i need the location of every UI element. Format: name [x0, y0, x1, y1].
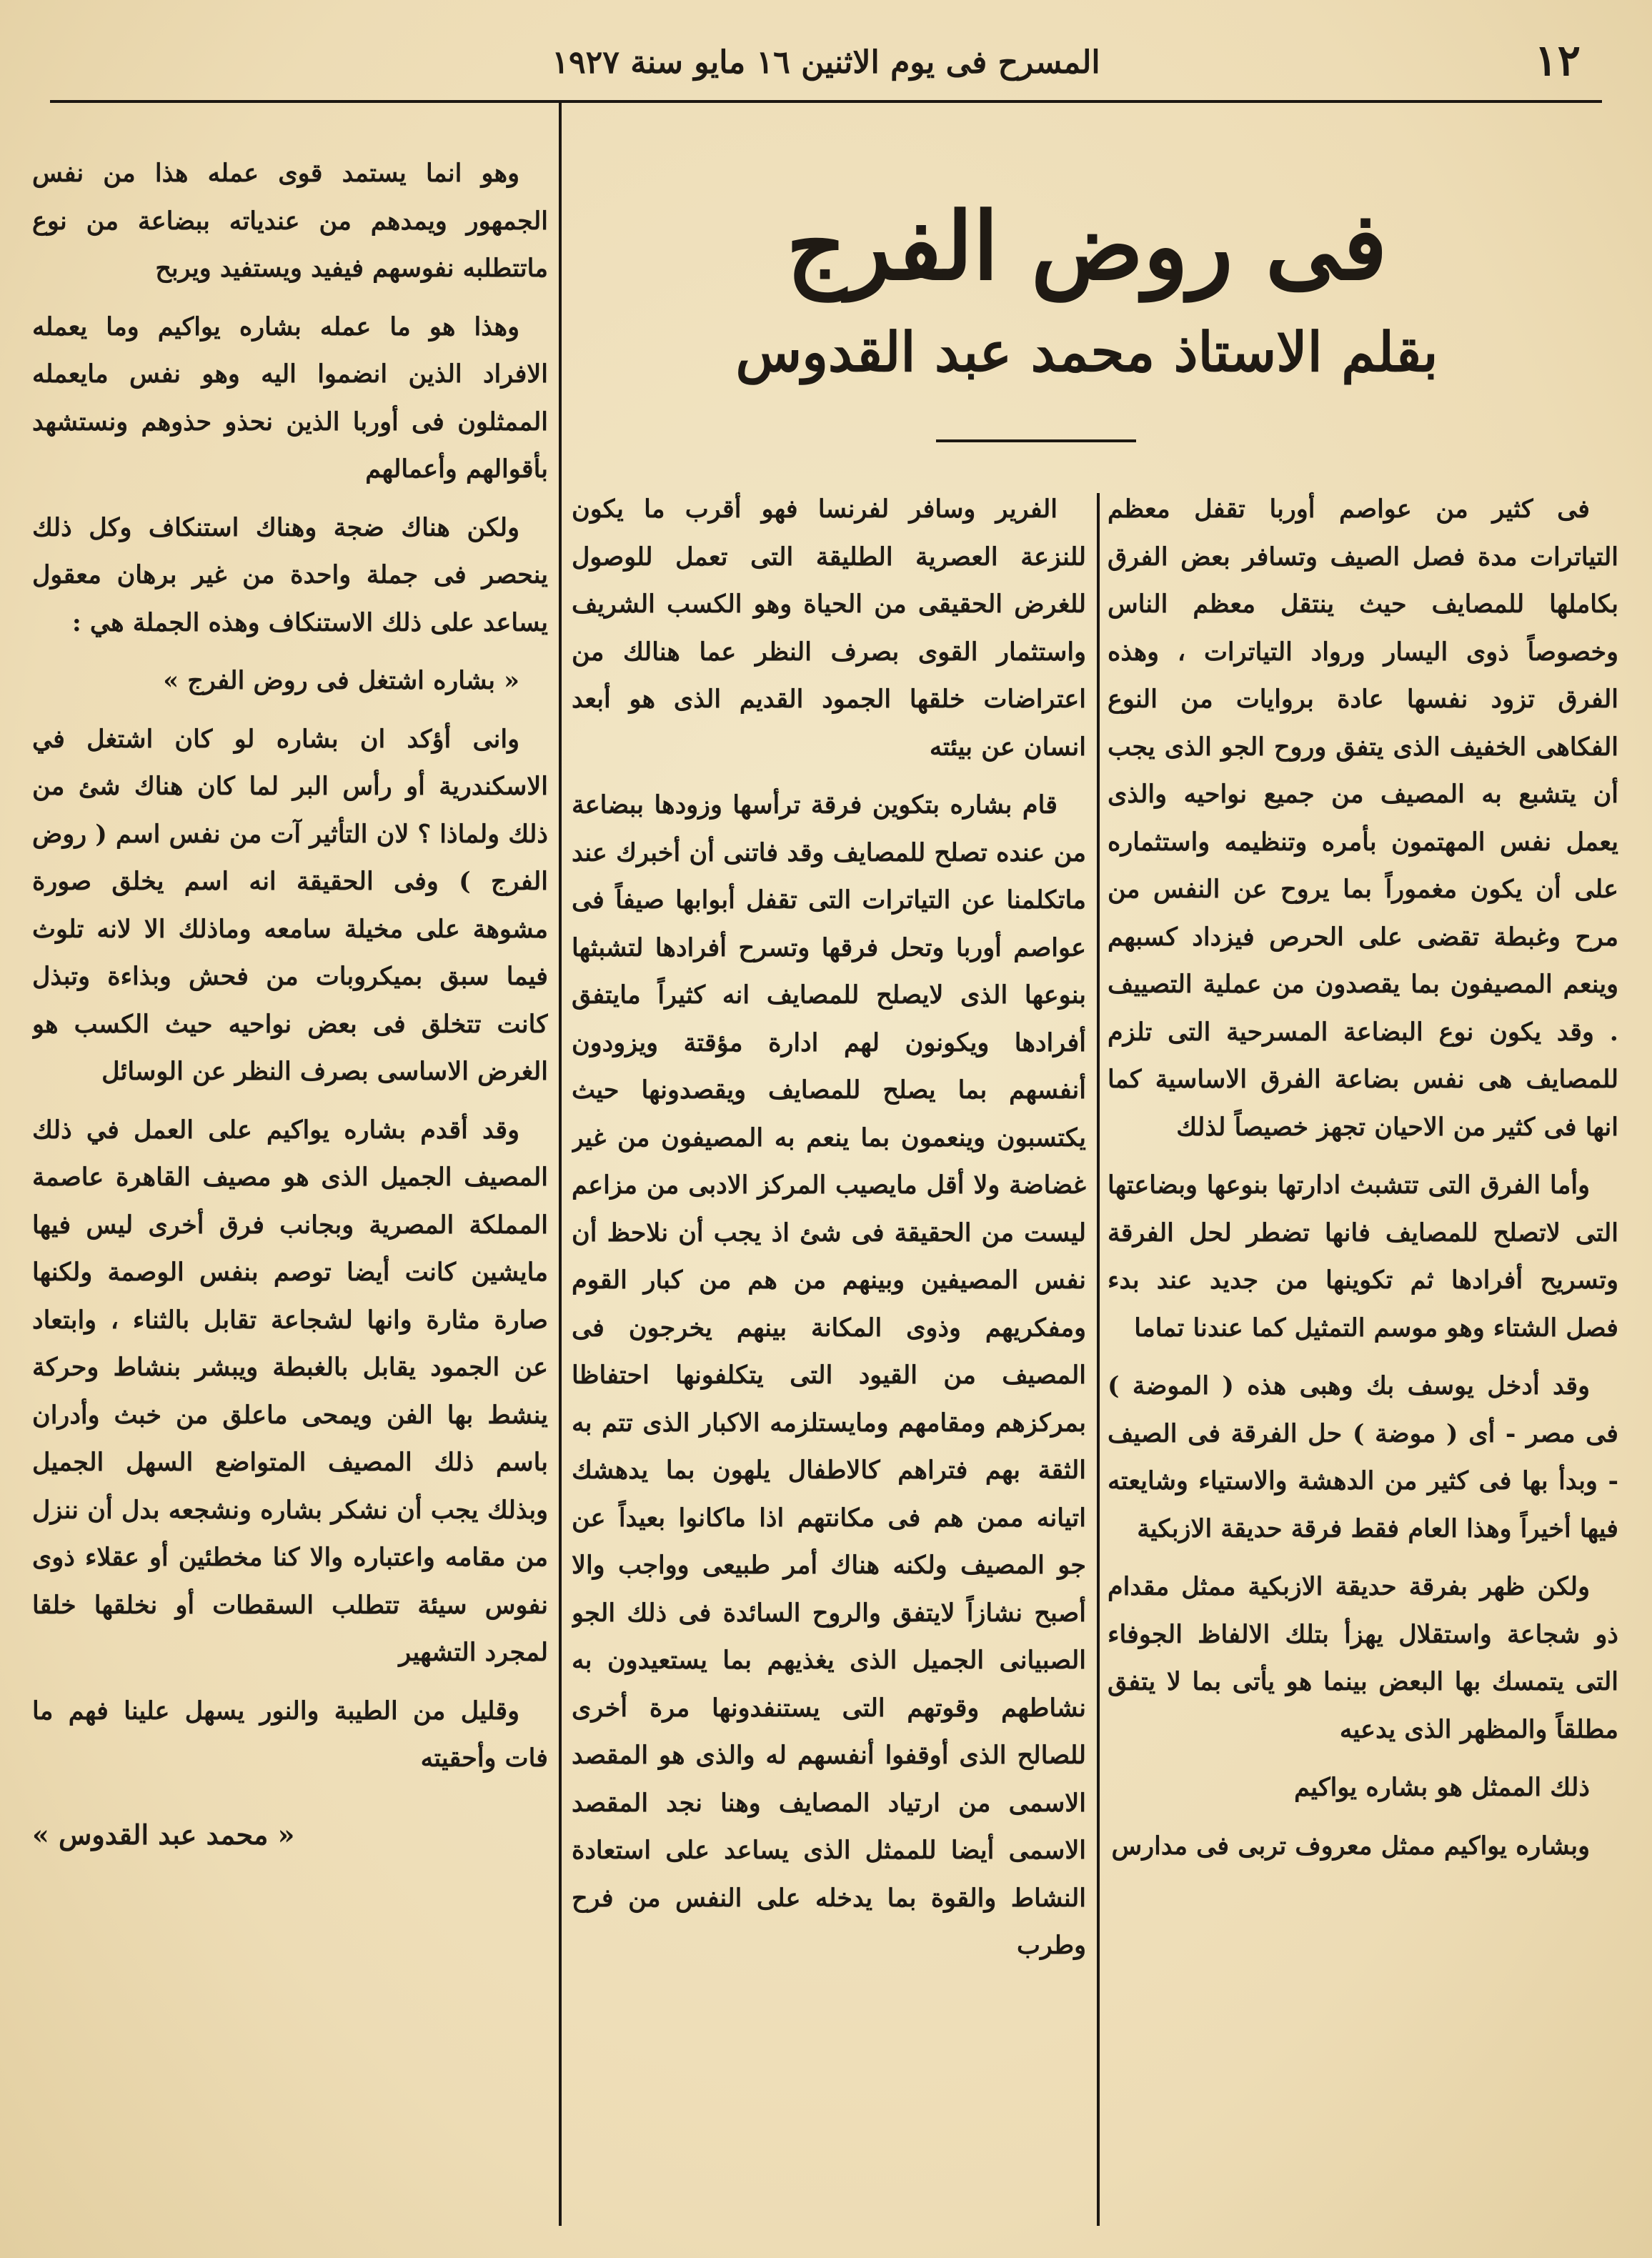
paragraph: الفرير وسافر لفرنسا فهو أقرب ما يكون للنزعة العصرية الطليقة التى تعمل للوصول للغرض الحقيقى من الحياة وهو الكسب الشريف واستثمار القوى بصرف النظر عما هنالك من اعتراضات خلقها الجمود القديم الذى هو أبعد انسان عن بيئته: [572, 494, 1086, 762]
page-number: ١٢: [1534, 36, 1581, 86]
title-divider: [936, 439, 1136, 442]
paragraph: وهذا هو ما عمله بشاره يواكيم وما يعمله الافراد الذين انضموا اليه وهو نفس مايعمله الممثلون فى أوربا الذين نحذو حذوهم ونستشهد بأقوالهم وأعمالهم: [32, 312, 548, 484]
header-dateline: المسرح فى يوم الاثنين ١٦ مايو سنة ١٩٢٧: [552, 44, 1100, 81]
paragraph: وقليل من الطيبة والنور يسهل علينا فهم ما فات وأحقيته: [32, 1696, 548, 1773]
column-rule: [559, 100, 562, 2226]
article-column-right: [1108, 486, 1618, 2229]
paragraph: وأما الفرق التى تتشبث ادارتها بنوعها وبضاعتها التى لاتصلح للمصايف فانها تضطر لحل الفرقة وتسريح أفرادها ثم تكوينها من جديد عند بدء فصل الشتاء وهو موسم التمثيل كما عندنا تماما: [1108, 1170, 1618, 1343]
author-signature: « محمد عبد القدوس »: [32, 1818, 295, 1851]
article-column-middle: [572, 486, 1086, 2229]
paragraph: ولكن هناك ضجة وهناك استنكاف وكل ذلك ينحصر فى جملة واحدة من غير برهان معقول يساعد على ذلك الاستنكاف وهذه الجملة هي :: [32, 512, 548, 637]
column-rule: [1097, 493, 1100, 2226]
paragraph: ولكن ظهر بفرقة حديقة الازبكية ممثل مقدام ذو شجاعة واستقلال يهزأ بتلك الالفاظ الجوفاء التى يتمسك بها البعض بينما هو يأتى بما لا يتفق مطلقاً والمظهر الذى يدعيه: [1108, 1572, 1618, 1744]
page-header: [50, 29, 1602, 103]
paragraph: فى كثير من عواصم أوربا تقفل معظم التياترات مدة فصل الصيف وتسافر بعض الفرق بكاملها للمصايف حيث ينتقل معظم الناس وخصوصاً ذوى اليسار ورواد التياترات ، وهذه الفرق تزود نفسها عادة بروايات من النوع الفكاهى الخفيف الذى يتفق وروح الجو الذى يجب أن يتشبع به المصيف من جميع نواحيه والذى يعمل نفس المهتمون بأمره وتنظيمه واستثماره على أن يكون مغموراً بما يروح عن النفس من مرح وغبطة تقضى على الحرص فيزداد كسبهم وينعم المصيفون بما يقصدون من عملية التصييف . وقد يكون نوع البضاعة المسرحية التى تلزم للمصايف هى نفس بضاعة الفرق الاساسية كما انها فى كثير من الاحيان تجهز خصيصاً لذلك: [1108, 494, 1618, 1142]
paragraph: ذلك الممثل هو بشاره يواكيم: [1294, 1773, 1590, 1802]
paragraph: قام بشاره بتكوين فرقة ترأسها وزودها ببضاعة من عنده تصلح للمصايف وقد فاتنى أن أخبرك عند ماتكلمنا عن التياترات التى تقفل أبوابها صيفاً فى عواصم أوربا وتحل فرقها وتسرح أفرادها لتشبثها بنوعها الذى لايصلح للمصايف انه كثيراً مايتفق أفرادها ويكونون لهم ادارة مؤقتة ويزودون أنفسهم بما يصلح للمصايف ويقصدونها حيث يكتسبون وينعمون بما ينعم به المصيفون من غير غضاضة ولا أقل مايصيب المركز الادبى من مزاعم ليست من الحقيقة فى شئ اذ يجب أن نلاحظ أن نفس المصيفين وبينهم من هم من كبار القوم ومفكريهم وذوى المكانة بينهم يخرجون فى المصيف من القيود التى يتكلفونها احتفاظا بمركزهم ومقامهم ومايستلزمه الاكبار الذى تتم به الثقة بهم فتراهم كالاطفال يلهون بما يدهشك اتيانه ممن هم فى مكانتهم اذا ماكانوا بعيداً عن جو المصيف ولكنه هناك أمر طبيعى وواجب والا أصبح نشازاً لايتفق والروح السائدة فى ذلك الجو الصبيانى الجميل الذى يغذيهم بما يستعيدون به نشاطهم وقوتهم التى يستنفدونها مرة أخرى للصالح الذى أوقفوا أنفسهم له والذى هو المقصد الاسمى من ارتياد المصايف وهنا نجد المقصد الاسمى أيضا للممثل الذى يساعد على استعادة النشاط والقوة بما يدخله على النفس من فرح وطرب: [572, 790, 1086, 1960]
paragraph: وانى أؤكد ان بشاره لو كان اشتغل في الاسكندرية أو رأس البر لما كان هناك شئ من ذلك ولماذا ؟ لان التأثير آت من نفس اسم ( روض الفرج ) وفى الحقيقة انه اسم يخلق صورة مشوهة على مخيلة سامعه وماذلك الا لانه تلوث فيما سبق بميكروبات من فحش وبذاءة وتبذل كانت تتخلق فى بعض نواحيه حيث الكسب هو الغرض الاساسى بصرف النظر عن الوسائل: [32, 724, 548, 1086]
article-column-left: [32, 150, 548, 2229]
paragraph: وقد أدخل يوسف بك وهبى هذه ( الموضة ) فى مصر - أى ( موضة ) حل الفرقة فى الصيف - وبدأ بها فى كثير من الدهشة والاستياء وشايعته فيها أخيراً وهذا العام فقط فرقة حديقة الازبكية: [1108, 1371, 1618, 1543]
paragraph: « بشاره اشتغل فى روض الفرج »: [163, 666, 519, 695]
article-byline: بقلم الاستاذ محمد عبد القدوس: [735, 320, 1438, 384]
paragraph: وبشاره يواكيم ممثل معروف تربى فى مدارس: [1111, 1831, 1590, 1861]
paragraph: وقد أقدم بشاره يواكيم على العمل في ذلك المصيف الجميل الذى هو مصيف القاهرة عاصمة المملكة المصرية وبجانب فرق أخرى ليس فيها مايشين كانت أيضا توصم بنفس الوصمة ولكنها صارة مثارة وانها لشجاعة تقابل بالثناء ، وابتعاد عن الجمود يقابل بالغبطة ويبشر بنشاط وحركة ينشط بها الفن ويمحى ماعلق من خبث وأدران باسم ذلك المصيف المتواضع السهل الجميل وبذلك يجب أن نشكر بشاره ونشجعه بدل أن ننزل من مقامه واعتباره والا كنا مخطئين أو عقلاء ذوى نفوس سيئة تتطلب السقطات أو نخلقها خلقا لمجرد التشهير: [32, 1115, 548, 1667]
article-title: فى روض الفرج: [786, 192, 1388, 301]
paragraph: وهو انما يستمد قوى عمله هذا من نفس الجمهور ويمدهم من عندياته ببضاعة من نوع ماتتطلبه نفوسهم فيفيد ويستفيد ويربح: [32, 159, 548, 283]
article-heading: [564, 164, 1609, 464]
